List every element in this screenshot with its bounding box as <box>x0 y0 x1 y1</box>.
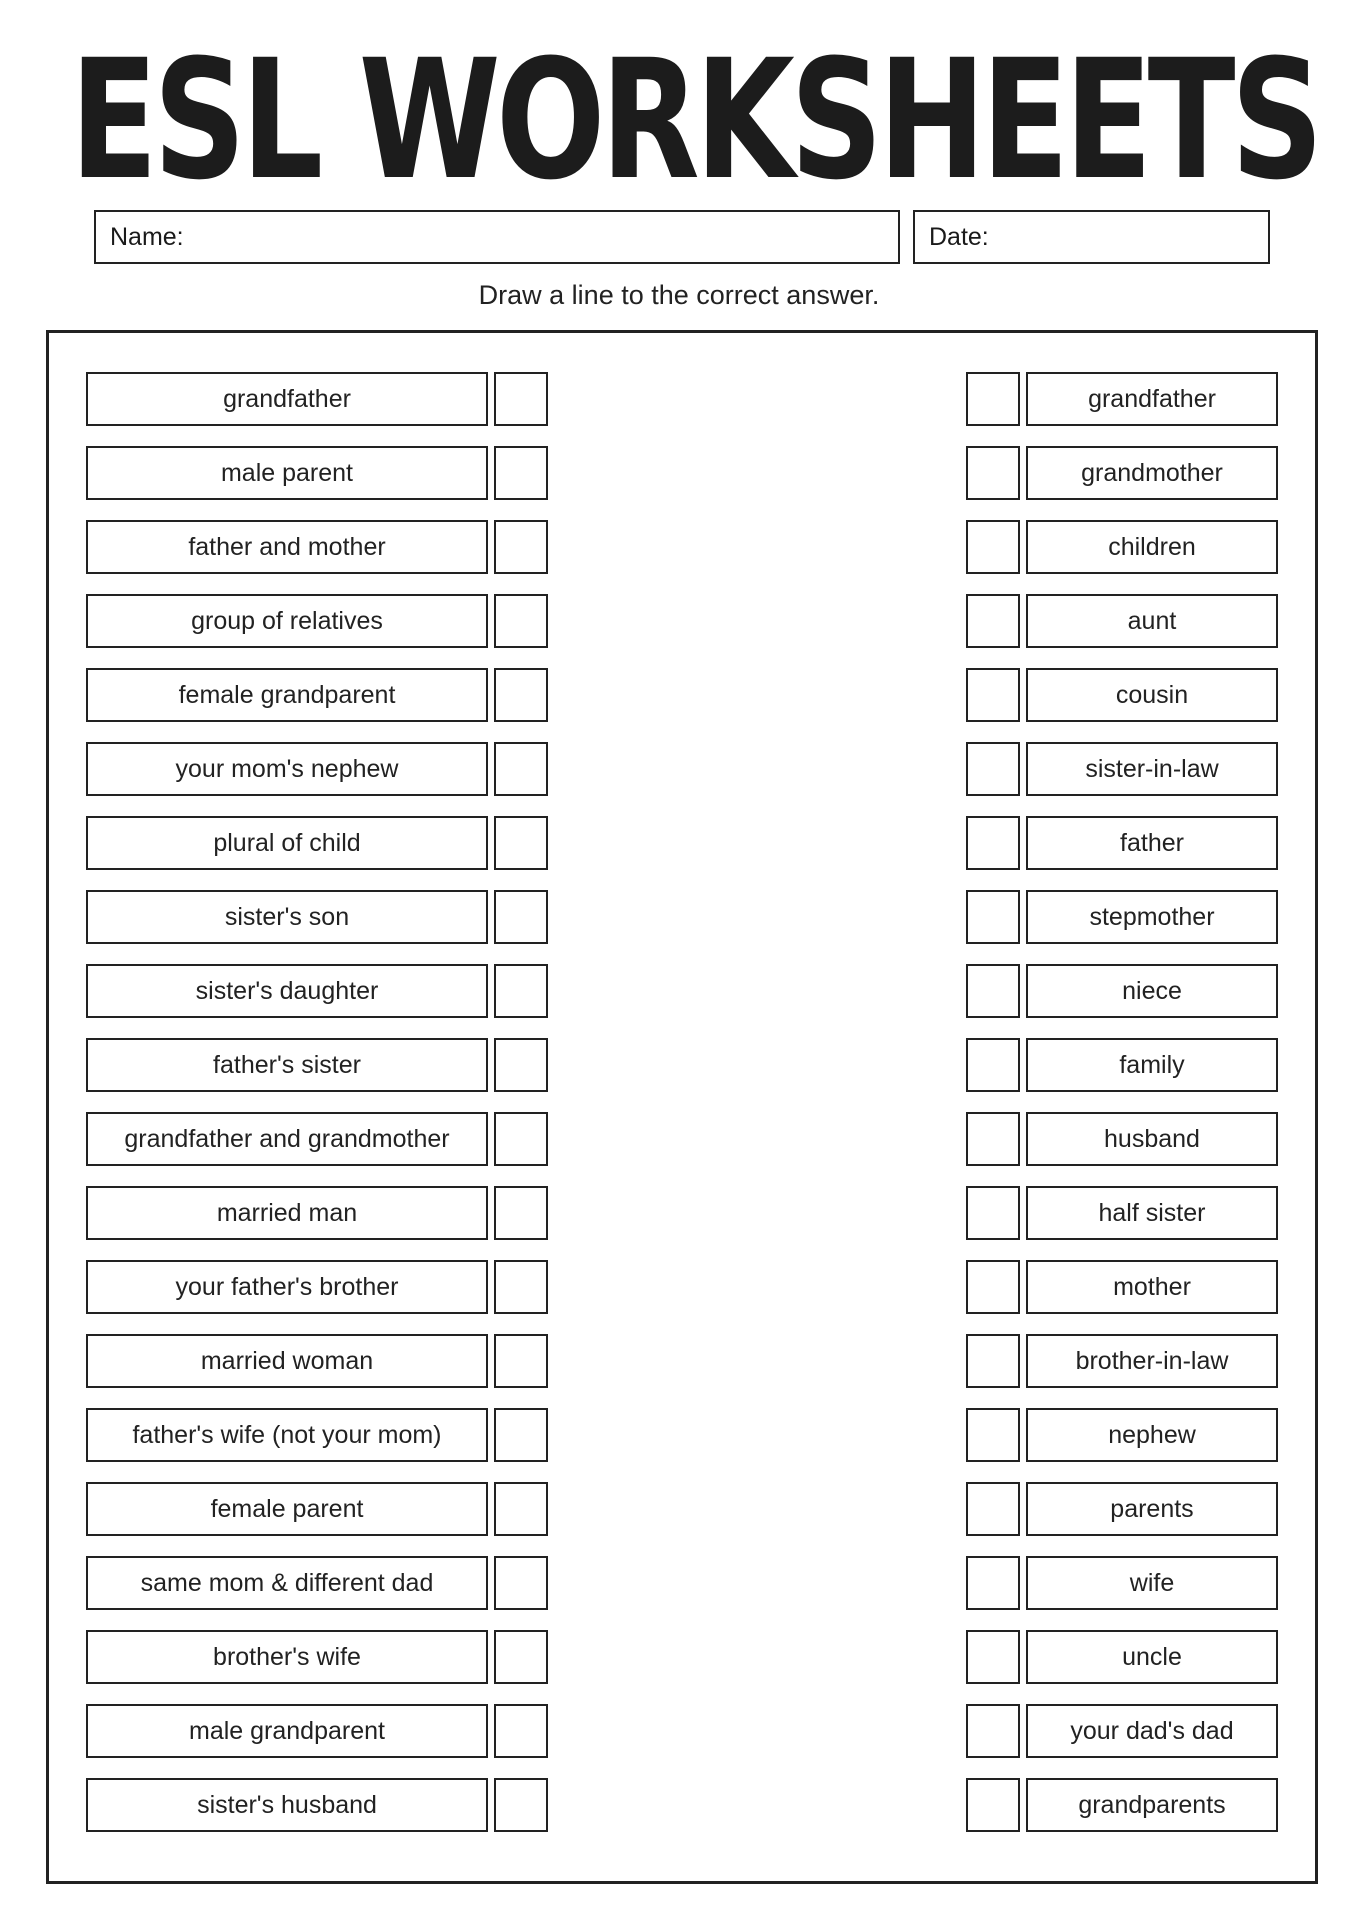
left-phrase-box: father and mother <box>86 520 488 574</box>
left-row <box>86 520 548 574</box>
left-phrase-box: father's sister <box>86 1038 488 1092</box>
right-word-box: parents <box>1026 1482 1278 1536</box>
left-answer-box[interactable] <box>494 372 548 426</box>
right-row <box>966 1408 1278 1462</box>
left-phrase-box: female grandparent <box>86 668 488 722</box>
right-answer-box[interactable] <box>966 816 1020 870</box>
left-answer-box[interactable] <box>494 668 548 722</box>
left-phrase-box: married man <box>86 1186 488 1240</box>
right-word-box: grandparents <box>1026 1778 1278 1832</box>
left-answer-box[interactable] <box>494 1408 548 1462</box>
right-answer-box[interactable] <box>966 446 1020 500</box>
left-answer-box[interactable] <box>494 964 548 1018</box>
name-field[interactable] <box>94 210 900 264</box>
left-phrase-box: sister's husband <box>86 1778 488 1832</box>
right-row <box>966 1778 1278 1832</box>
right-row <box>966 1038 1278 1092</box>
left-answer-box[interactable] <box>494 446 548 500</box>
right-answer-box[interactable] <box>966 1630 1020 1684</box>
left-phrase-box: group of relatives <box>86 594 488 648</box>
right-word-box: your dad's dad <box>1026 1704 1278 1758</box>
left-row <box>86 742 548 796</box>
left-row <box>86 1630 548 1684</box>
right-word-box: half sister <box>1026 1186 1278 1240</box>
right-answer-box[interactable] <box>966 1260 1020 1314</box>
left-row <box>86 1112 548 1166</box>
left-answer-box[interactable] <box>494 1778 548 1832</box>
right-answer-box[interactable] <box>966 1334 1020 1388</box>
right-word-box: nephew <box>1026 1408 1278 1462</box>
left-row <box>86 816 548 870</box>
left-phrase-box: male parent <box>86 446 488 500</box>
right-word-box: sister-in-law <box>1026 742 1278 796</box>
left-row <box>86 1482 548 1536</box>
right-row <box>966 1704 1278 1758</box>
right-answer-box[interactable] <box>966 1482 1020 1536</box>
left-phrase-box: grandfather <box>86 372 488 426</box>
left-row <box>86 1334 548 1388</box>
left-phrase-box: your mom's nephew <box>86 742 488 796</box>
left-answer-box[interactable] <box>494 1260 548 1314</box>
left-answer-box[interactable] <box>494 1482 548 1536</box>
right-word-box: father <box>1026 816 1278 870</box>
right-row <box>966 1260 1278 1314</box>
right-answer-box[interactable] <box>966 1408 1020 1462</box>
left-phrase-box: same mom & different dad <box>86 1556 488 1610</box>
left-row <box>86 890 548 944</box>
right-word-box: brother-in-law <box>1026 1334 1278 1388</box>
right-answer-box[interactable] <box>966 1704 1020 1758</box>
left-row <box>86 1704 548 1758</box>
right-row <box>966 1482 1278 1536</box>
right-row <box>966 1334 1278 1388</box>
left-row <box>86 668 548 722</box>
right-answer-box[interactable] <box>966 1186 1020 1240</box>
left-answer-box[interactable] <box>494 1334 548 1388</box>
left-row <box>86 446 548 500</box>
right-row <box>966 1186 1278 1240</box>
date-label: Date: <box>929 222 989 251</box>
right-row <box>966 668 1278 722</box>
right-row <box>966 520 1278 574</box>
left-answer-box[interactable] <box>494 1556 548 1610</box>
right-row <box>966 964 1278 1018</box>
right-word-box: uncle <box>1026 1630 1278 1684</box>
right-row <box>966 1556 1278 1610</box>
left-answer-box[interactable] <box>494 594 548 648</box>
right-row <box>966 594 1278 648</box>
right-word-box: family <box>1026 1038 1278 1092</box>
left-answer-box[interactable] <box>494 1704 548 1758</box>
right-word-box: aunt <box>1026 594 1278 648</box>
left-answer-box[interactable] <box>494 1630 548 1684</box>
left-answer-box[interactable] <box>494 1112 548 1166</box>
left-row <box>86 1778 548 1832</box>
left-answer-box[interactable] <box>494 1038 548 1092</box>
left-row <box>86 1408 548 1462</box>
right-word-box: wife <box>1026 1556 1278 1610</box>
right-word-box: niece <box>1026 964 1278 1018</box>
left-answer-box[interactable] <box>494 816 548 870</box>
left-phrase-box: sister's son <box>86 890 488 944</box>
right-word-box: mother <box>1026 1260 1278 1314</box>
left-answer-box[interactable] <box>494 520 548 574</box>
left-phrase-box: male grandparent <box>86 1704 488 1758</box>
left-answer-box[interactable] <box>494 890 548 944</box>
left-row <box>86 594 548 648</box>
left-phrase-box: plural of child <box>86 816 488 870</box>
right-row <box>966 1112 1278 1166</box>
left-row <box>86 372 548 426</box>
worksheet-title: ESL WORKSHEETS <box>70 24 1319 216</box>
right-row <box>966 890 1278 944</box>
date-field[interactable] <box>913 210 1270 264</box>
left-phrase-box: father's wife (not your mom) <box>86 1408 488 1462</box>
right-row <box>966 372 1278 426</box>
right-answer-box[interactable] <box>966 964 1020 1018</box>
left-row <box>86 1260 548 1314</box>
right-answer-box[interactable] <box>966 372 1020 426</box>
left-phrase-box: grandfather and grandmother <box>86 1112 488 1166</box>
left-answer-box[interactable] <box>494 742 548 796</box>
left-phrase-box: your father's brother <box>86 1260 488 1314</box>
left-row <box>86 1038 548 1092</box>
instruction-text: Draw a line to the correct answer. <box>478 280 880 310</box>
right-answer-box[interactable] <box>966 1556 1020 1610</box>
left-row <box>86 964 548 1018</box>
right-word-box: children <box>1026 520 1278 574</box>
right-row <box>966 816 1278 870</box>
right-row <box>966 1630 1278 1684</box>
right-answer-box[interactable] <box>966 1038 1020 1092</box>
right-answer-box[interactable] <box>966 742 1020 796</box>
left-phrase-box: sister's daughter <box>86 964 488 1018</box>
left-phrase-box: married woman <box>86 1334 488 1388</box>
right-answer-box[interactable] <box>966 1112 1020 1166</box>
right-row <box>966 446 1278 500</box>
left-answer-box[interactable] <box>494 1186 548 1240</box>
name-label: Name: <box>110 222 184 251</box>
right-row <box>966 742 1278 796</box>
right-word-box: husband <box>1026 1112 1278 1166</box>
right-word-box: stepmother <box>1026 890 1278 944</box>
right-word-box: cousin <box>1026 668 1278 722</box>
right-answer-box[interactable] <box>966 890 1020 944</box>
right-answer-box[interactable] <box>966 594 1020 648</box>
right-answer-box[interactable] <box>966 1778 1020 1832</box>
right-answer-box[interactable] <box>966 668 1020 722</box>
left-row <box>86 1186 548 1240</box>
left-phrase-box: brother's wife <box>86 1630 488 1684</box>
left-row <box>86 1556 548 1610</box>
right-word-box: grandmother <box>1026 446 1278 500</box>
left-phrase-box: female parent <box>86 1482 488 1536</box>
right-answer-box[interactable] <box>966 520 1020 574</box>
right-word-box: grandfather <box>1026 372 1278 426</box>
